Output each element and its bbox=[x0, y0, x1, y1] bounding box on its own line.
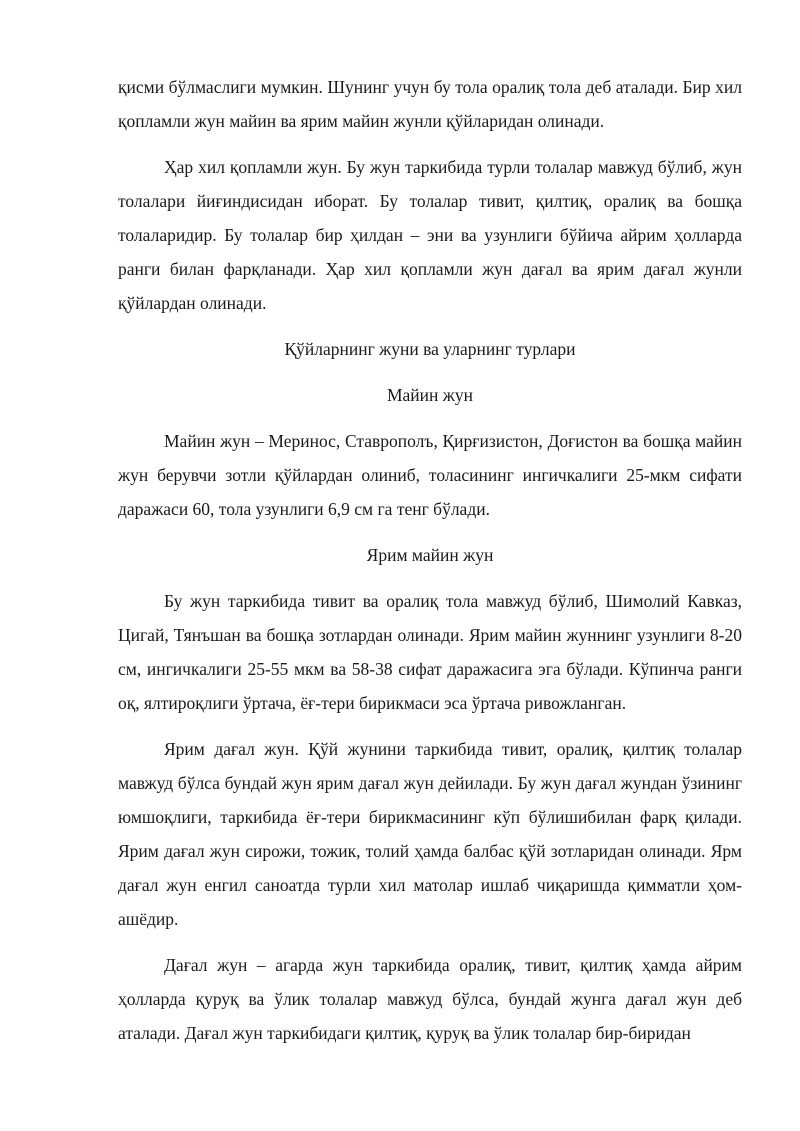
document-body bbox=[118, 70, 742, 1050]
section-heading: Қўйларнинг жуни ва уларнинг турлари bbox=[284, 339, 576, 359]
paragraph-mixed-wool: Ҳар хил қопламли жун. Бу жун таркибида турли толалар мавжуд бўлиб, жун толалари йиғиндисидан иборат. Бу толалар тивит, қилтиқ, оралиқ ва бошқа толаларидир. Бу толалар бир ҳилдан – эни ва узунлиги бўйича айрим ҳолларда ранги билан фарқланади. Ҳар хил қопламли жун дағал ва ярим дағал жунли қўйлардан олинади. bbox=[118, 157, 742, 313]
subheading-semi-fine-wool: Ярим майин жун bbox=[366, 545, 494, 565]
paragraph-coarse-wool: Дағал жун – агарда жун таркибида оралиқ, тивит, қилтиқ ҳамда айрим ҳолларда қуруқ ва ўлик толалар мавжуд бўлса, бундай жунга дағал жун деб аталади. Дағал жун таркибидаги қилтиқ, қуруқ ва ўлик толалар бир-биридан bbox=[118, 955, 742, 1043]
paragraph-semi-fine-wool: Бу жун таркибида тивит ва оралиқ тола мавжуд бўлиб, Шимолий Кавказ, Цигай, Тянъшан ва бошқа зотлардан олинади. Ярим майин жуннинг узунлиги 8-20 см, ингичкалиги 25-55 мкм ва 58-38 сифат даражасига эга бўлади. Кўпинча ранги оқ, ялтироқлиги ўртача, ёғ-тери бирикмаси эса ўртача ривожланган. bbox=[118, 591, 742, 713]
paragraph-fine-wool: Майин жун – Меринос, Ставрополъ, Қирғизистон, Доғистон ва бошқа майин жун берувчи зотли қўйлардан олиниб, толасининг ингичкалиги 25-мкм сифати даражаси 60, тола узунлиги 6,9 см га тенг бўлади. bbox=[118, 431, 742, 519]
paragraph-semi-coarse-wool: Ярим дағал жун. Қўй жунини таркибида тивит, оралиқ, қилтиқ толалар мавжуд бўлса бундай жун ярим дағал жун дейилади. Бу жун дағал жундан ўзининг юмшоқлиги, таркибида ёғ-тери бирикмасининг кўп бўлишибилан фарқ қилади. Ярим дағал жун сирожи, тожик, толий ҳамда балбас қўй зотларидан олинади. Ярм дағал жун енгил саноатда турли хил матолар ишлаб чиқаришда қимматли ҳом-ашёдир. bbox=[118, 739, 742, 929]
paragraph-continuation: қисми бўлмаслиги мумкин. Шунинг учун бу тола оралиқ тола деб аталади. Бир хил қопламли жун майин ва ярим майин жунли қўйларидан олинади. bbox=[118, 77, 742, 131]
subheading-fine-wool: Майин жун bbox=[386, 385, 473, 405]
